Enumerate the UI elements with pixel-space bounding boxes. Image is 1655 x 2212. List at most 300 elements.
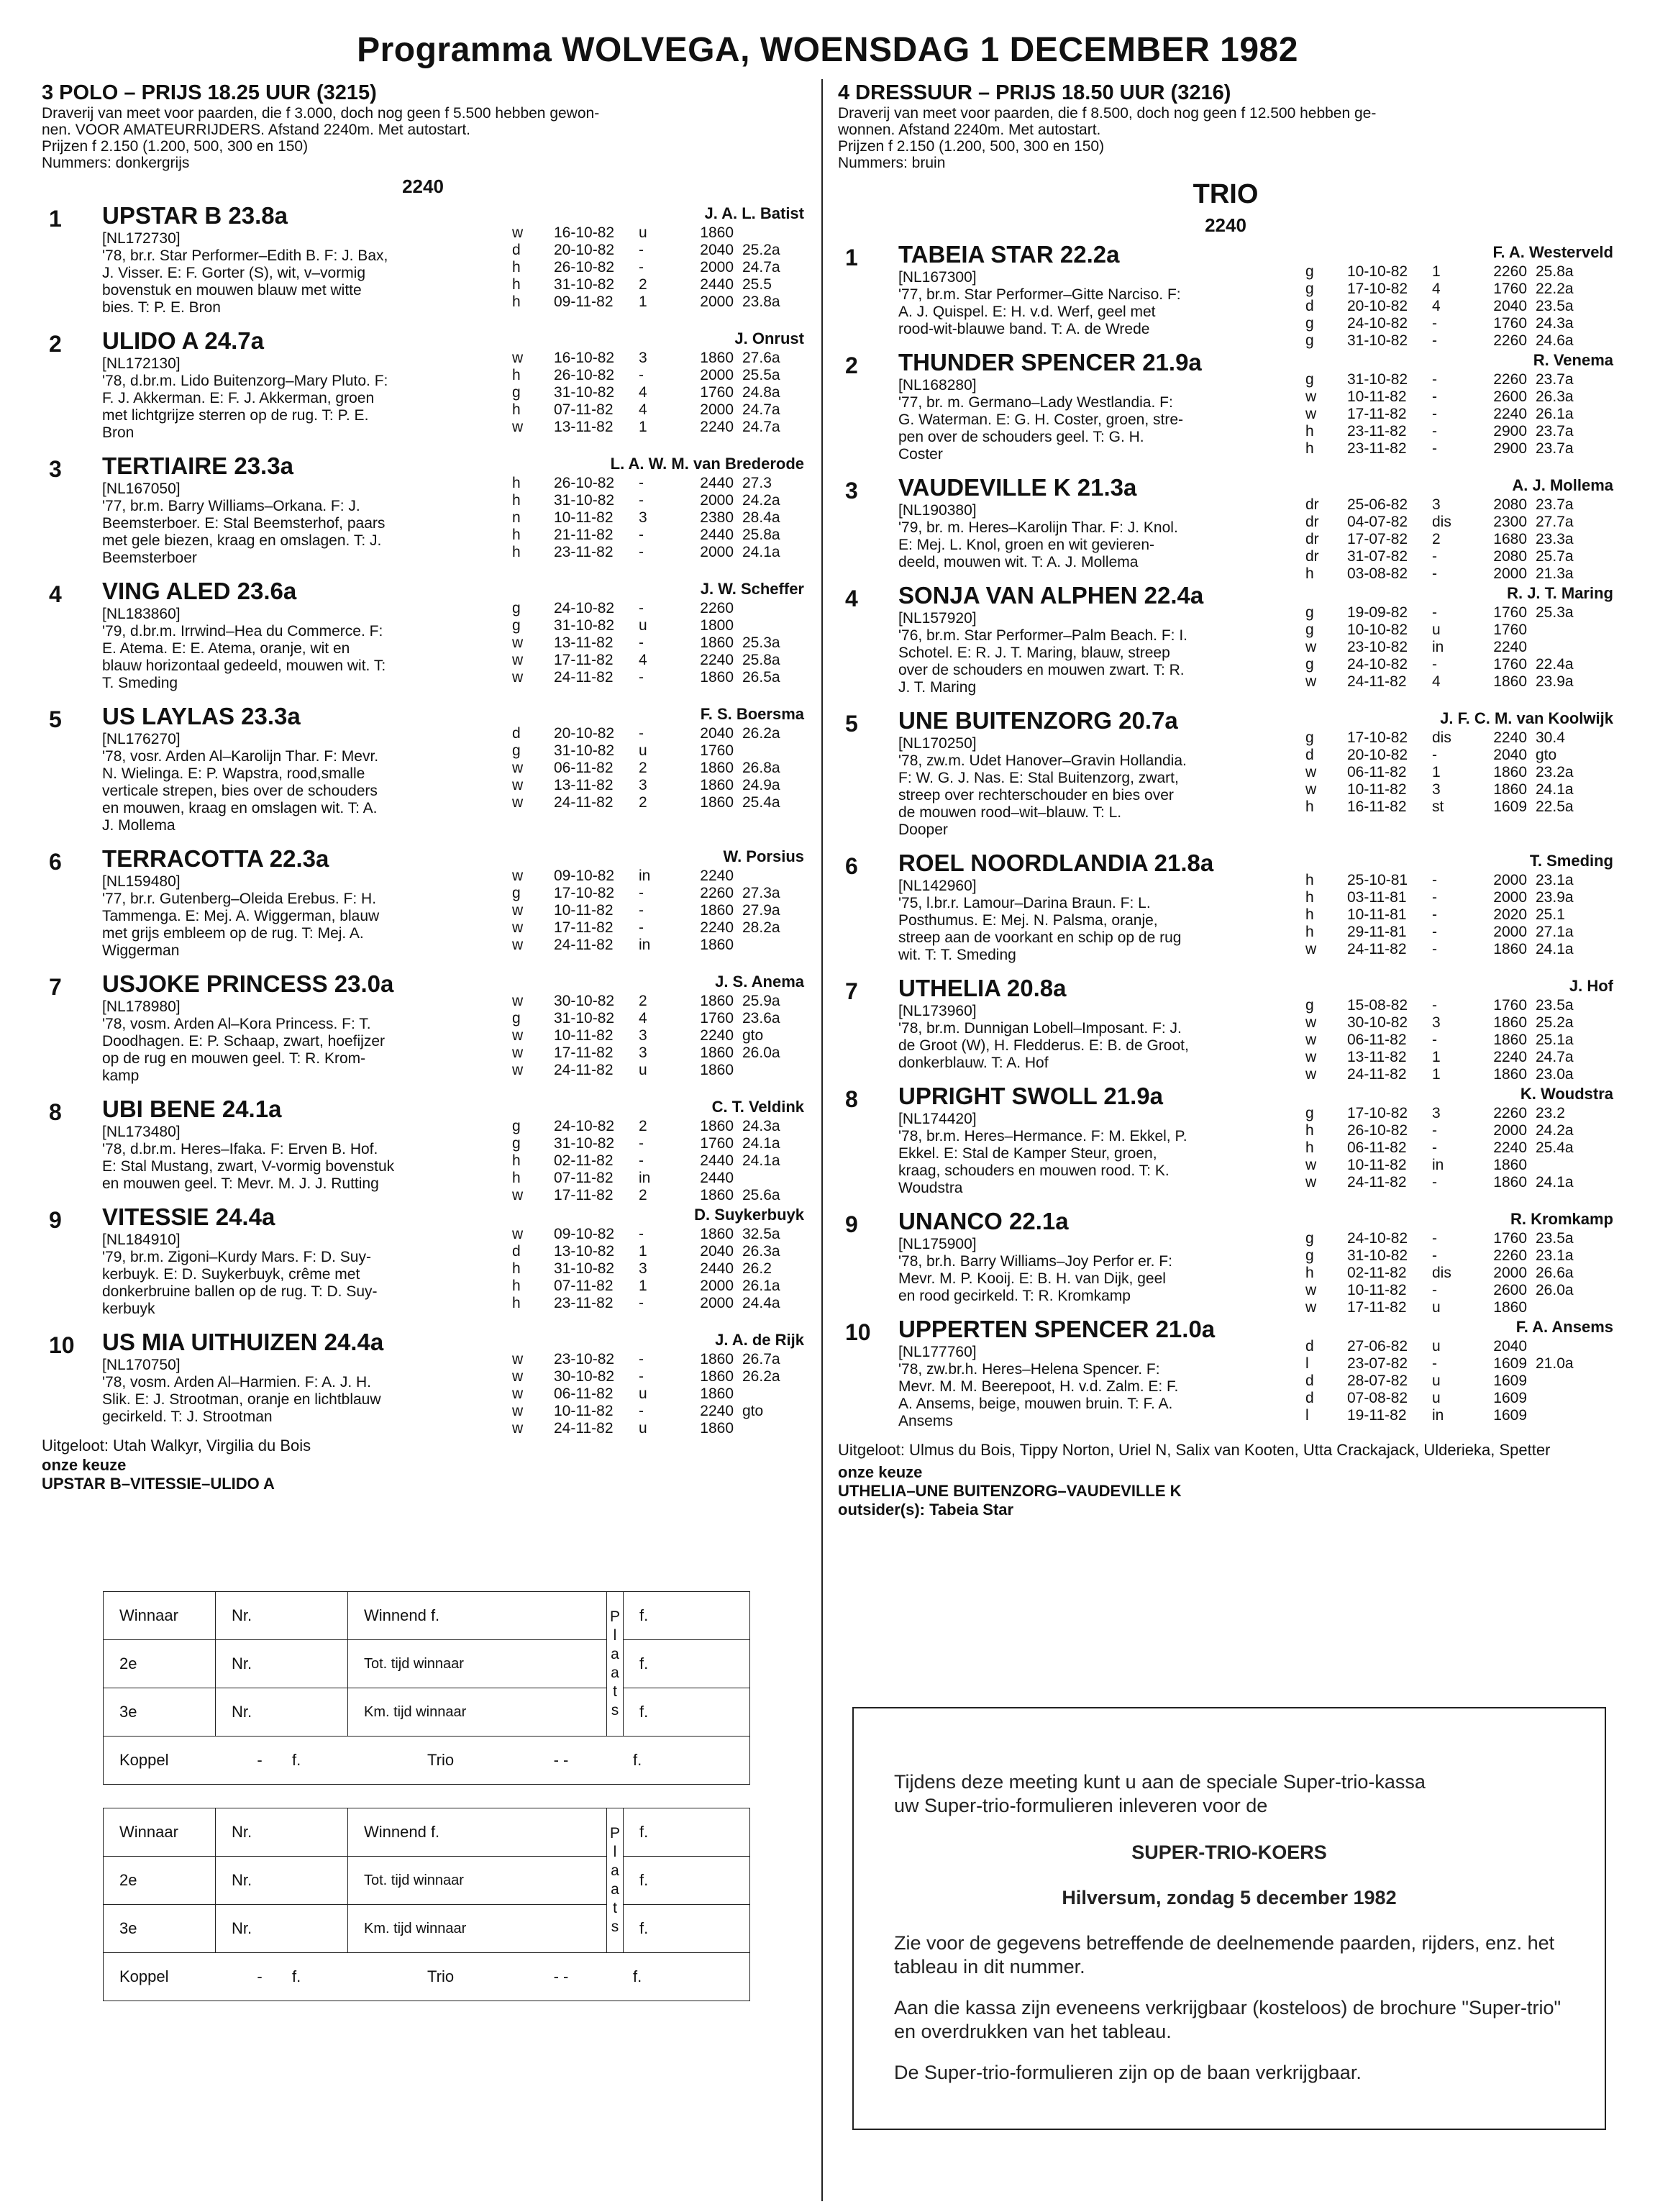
track-code: h (1305, 565, 1314, 582)
condition-line: Prijzen f 2.150 (1.200, 500, 300 en 150) (838, 138, 1105, 155)
horse-description-line: op de rug en mouwen geel. T: R. Krom- (102, 1050, 366, 1067)
horse-entry (42, 1328, 804, 1437)
run-place: 1 (1432, 764, 1441, 780)
onze-keuze: UPSTAR B–VITESSIE–ULIDO A (42, 1475, 275, 1493)
past-run-row (512, 1403, 800, 1420)
past-runs-table (512, 224, 800, 311)
f-field[interactable]: f. (624, 1808, 750, 1857)
horse-entry (42, 1203, 804, 1318)
nr-field[interactable]: Nr. (216, 1857, 348, 1905)
run-time: 25.2a (742, 242, 780, 258)
track-code: g (1305, 604, 1314, 621)
horse-registration: [NL174420] (898, 1111, 977, 1127)
track-code: g (512, 384, 521, 401)
run-distance: 1860 (1493, 764, 1527, 780)
run-place: u (639, 617, 647, 634)
run-place: 1 (639, 293, 647, 310)
horse-entry (42, 1095, 804, 1203)
horse-description-line: blauw horizontaal gedeeld, mouwen wit. T: (102, 657, 386, 674)
run-date: 26-10-82 (554, 367, 615, 383)
run-date: 26-10-82 (1347, 1122, 1408, 1139)
past-run-row (1305, 1390, 1593, 1407)
past-runs-table (512, 725, 800, 811)
past-run-row (512, 527, 800, 544)
run-distance: 2000 (1493, 1265, 1527, 1281)
run-date: 04-07-82 (1347, 514, 1408, 530)
past-runs-table (512, 1351, 800, 1437)
track-code: h (512, 1260, 521, 1277)
track-code: w (1305, 1174, 1317, 1191)
run-distance: 2300 (1493, 514, 1527, 530)
run-date: 23-07-82 (1347, 1355, 1408, 1372)
run-time: 23.1a (1536, 872, 1574, 888)
run-time: 24.1a (1536, 781, 1574, 798)
km-tijd-label: Km. tijd winnaar (348, 1905, 607, 1953)
run-place: - (639, 1403, 644, 1419)
past-run-row (512, 1385, 800, 1403)
horse-name: VITESSIE 24.4a (102, 1203, 275, 1230)
horse-description (898, 519, 1301, 571)
horse-entry (838, 348, 1613, 463)
run-distance: 2260 (700, 600, 734, 616)
track-code: h (1305, 889, 1314, 906)
past-run-row (512, 1260, 800, 1278)
run-time: 27.1a (1536, 924, 1574, 940)
horse-registration: [NL168280] (898, 377, 977, 393)
run-time (742, 937, 800, 954)
plaats-letter: t (613, 1900, 617, 1916)
past-run-row (512, 1170, 800, 1187)
run-time: 26.5a (742, 669, 780, 686)
past-run-row (1305, 1139, 1593, 1157)
past-run-row (1305, 263, 1593, 281)
horse-description-line: '79, br. m. Heres–Karolijn Thar. F: J. Knol. (898, 519, 1178, 536)
past-run-row (1305, 747, 1593, 764)
run-date: 24-10-82 (1347, 656, 1408, 673)
run-date: 21-11-82 (554, 527, 614, 543)
horse-description-line: '78, vosm. Arden Al–Kora Princess. F: T. (102, 1016, 371, 1032)
run-place: in (639, 868, 651, 884)
f-field[interactable]: f. (624, 1592, 750, 1640)
track-code: d (1305, 1390, 1314, 1406)
track-code: w (1305, 1032, 1317, 1048)
run-date: 24-10-82 (1347, 315, 1408, 332)
trio-dashes: - - (553, 1751, 569, 1769)
horse-registration: [NL167300] (898, 269, 977, 286)
horse-description (102, 1249, 509, 1318)
past-run-row (512, 1044, 800, 1062)
run-distance: 2000 (700, 401, 734, 418)
plaats-letter: l (613, 1627, 617, 1644)
condition-line: nen. VOOR AMATEURRIJDERS. Afstand 2240m. Met autostart. (42, 122, 471, 138)
run-place: 3 (1432, 1014, 1441, 1031)
winnend-label: Winnend f. (348, 1592, 607, 1640)
horse-number: 8 (845, 1086, 858, 1112)
run-time (1536, 622, 1593, 639)
f-field[interactable]: f. (624, 1688, 750, 1737)
horse-description-line: Schotel. E: R. J. T. Maring, blauw, streep (898, 645, 1170, 661)
past-run-row (1305, 889, 1593, 906)
run-date: 23-10-82 (1347, 639, 1408, 655)
run-distance: 1860 (700, 1226, 734, 1242)
run-time: gto (742, 1027, 764, 1044)
horse-number: 3 (49, 456, 62, 482)
plaats-label (607, 1592, 624, 1737)
past-run-row (512, 350, 800, 367)
track-code: w (512, 760, 524, 776)
horse-info (102, 970, 509, 1085)
horse-info (898, 348, 1301, 463)
past-run-row (1305, 514, 1593, 531)
horse-description-line: J. Visser. E: F. Gorter (S), wit, v–vormig (102, 265, 366, 281)
horse-registration: [NL178980] (102, 998, 181, 1015)
past-run-row (1305, 729, 1593, 747)
run-date: 24-11-82 (554, 669, 614, 686)
past-run-row (1305, 548, 1593, 565)
run-distance: 2040 (700, 725, 734, 742)
past-run-row (1305, 281, 1593, 298)
horse-registration: [NL167050] (102, 481, 181, 497)
run-distance: 1760 (1493, 997, 1527, 1014)
run-date: 13-11-82 (554, 777, 614, 793)
run-date: 17-10-82 (1347, 1105, 1408, 1121)
nr-field[interactable]: Nr. (216, 1905, 348, 1953)
koppel-trio-row[interactable] (104, 1737, 750, 1785)
horse-description (898, 895, 1301, 964)
run-date: 31-10-82 (554, 1010, 615, 1027)
track-code: w (1305, 639, 1317, 655)
horse-number: 6 (49, 849, 62, 875)
horse-driver: C. T. Veldink (711, 1098, 804, 1116)
horse-entry (838, 1315, 1613, 1430)
horse-description-line: A. Ansems, beige, mouwen bruin. T: F. A. (898, 1396, 1173, 1412)
plaats-letter: a (611, 1665, 619, 1681)
run-time: 24.7a (1536, 1049, 1574, 1065)
horse-description-line: Ansems (898, 1413, 953, 1429)
run-date: 23-11-82 (1347, 440, 1407, 457)
run-date: 23-10-82 (554, 1351, 615, 1367)
run-distance: 2000 (1493, 924, 1527, 940)
uitgeloot: Uitgeloot: Utah Walkyr, Virgilia du Bois (42, 1437, 311, 1455)
horse-entry (838, 1082, 1613, 1197)
run-time (1536, 1407, 1593, 1424)
past-run-row (1305, 315, 1593, 332)
f-field[interactable]: f. (624, 1905, 750, 1953)
run-distance: 1860 (700, 794, 734, 811)
run-distance: 2000 (1493, 872, 1527, 888)
horse-description (898, 1253, 1301, 1305)
track-code: h (1305, 1139, 1314, 1156)
horse-description-line: Mevr. M. M. Beerepoot, H. v.d. Zalm. E: F. (898, 1378, 1179, 1395)
onze-keuze-label: onze keuze (838, 1463, 923, 1481)
run-place: 4 (639, 1010, 647, 1027)
past-run-row (1305, 388, 1593, 406)
run-date: 24-11-82 (554, 1062, 614, 1078)
horse-driver: F. A. Ansems (1515, 1318, 1613, 1336)
run-date: 06-11-82 (1347, 1032, 1407, 1048)
past-run-row (1305, 1230, 1593, 1247)
track-code: g (1305, 997, 1314, 1014)
run-date: 24-10-82 (1347, 1230, 1408, 1247)
horse-driver: R. J. T. Maring (1507, 584, 1613, 602)
horse-description-line: kraag, schouders en mouwen rood. T: K. (898, 1162, 1170, 1179)
horse-driver: R. Kromkamp (1510, 1210, 1613, 1228)
run-time: 26.8a (742, 760, 780, 776)
horse-entry (838, 473, 1613, 582)
past-run-row (1305, 941, 1593, 958)
horse-registration: [NL159480] (102, 873, 181, 890)
run-place: - (639, 600, 644, 616)
horse-number: 5 (845, 711, 858, 737)
run-place: - (639, 1135, 644, 1152)
horse-registration: [NL172130] (102, 355, 181, 372)
track-code: d (1305, 1338, 1314, 1355)
track-code: h (512, 1278, 521, 1294)
run-time: 24.1a (742, 1152, 780, 1169)
track-code: w (512, 419, 524, 435)
horse-entry (42, 577, 804, 692)
track-code: w (1305, 1049, 1317, 1065)
run-time: 23.1a (1536, 1247, 1574, 1264)
run-place: - (1432, 941, 1437, 957)
page-title: Programma WOLVEGA, WOENSDAG 1 DECEMBER 1982 (357, 31, 1298, 69)
plaats-letter: s (611, 1702, 619, 1719)
past-runs-table (512, 600, 800, 686)
run-place: 2 (1432, 531, 1441, 547)
run-time: 25.5a (742, 367, 780, 383)
track-code: dr (1305, 514, 1319, 530)
track-code: d (1305, 1373, 1314, 1389)
run-distance: 1860 (700, 993, 734, 1009)
run-time: 27.9a (742, 902, 780, 919)
run-distance: 2600 (1493, 388, 1527, 405)
run-date: 30-10-82 (554, 1368, 615, 1385)
horse-description-line: '78, vosm. Arden Al–Harmien. F: A. J. H. (102, 1374, 371, 1391)
f-field[interactable]: f. (624, 1640, 750, 1688)
run-distance: 1860 (1493, 673, 1527, 690)
run-place: - (639, 527, 644, 543)
run-place: - (639, 1295, 644, 1311)
horse-registration: [NL190380] (898, 502, 977, 519)
nr-field[interactable]: Nr. (216, 1592, 348, 1640)
run-distance: 2240 (1493, 1049, 1527, 1065)
past-run-row (1305, 1122, 1593, 1139)
koppel-trio-row[interactable] (104, 1953, 750, 2001)
horse-description-line: E: Mej. L. Knol, groen en wit gevieren- (898, 537, 1155, 553)
past-runs-table (1305, 997, 1593, 1083)
track-code: g (1305, 332, 1314, 349)
run-distance: 1860 (1493, 1299, 1527, 1316)
run-date: 17-11-82 (554, 1187, 614, 1203)
horse-description-line: donkerbruine ballen op de rug. T: D. Suy- (102, 1283, 378, 1300)
nr-field[interactable]: Nr. (216, 1808, 348, 1857)
run-distance: 1860 (700, 350, 734, 366)
run-distance: 2000 (700, 259, 734, 276)
horse-registration: [NL176270] (102, 731, 181, 747)
run-distance: 2240 (700, 868, 734, 884)
horse-description (898, 1361, 1301, 1430)
run-time (742, 1420, 800, 1437)
track-code: g (1305, 1247, 1314, 1264)
track-code: h (512, 276, 521, 293)
track-code: w (512, 1044, 524, 1061)
run-time: 28.4a (742, 509, 780, 526)
horse-number: 4 (49, 581, 62, 607)
run-place: - (1432, 872, 1437, 888)
past-run-row (1305, 872, 1593, 889)
run-date: 20-10-82 (1347, 298, 1408, 314)
notice-para-1: Zie voor de gegevens betreffende de deelnemende paarden, rijders, enz. het tableau in dit nummer. (894, 1932, 1555, 1977)
nr-field[interactable]: Nr. (216, 1640, 348, 1688)
run-place: 4 (1432, 673, 1441, 690)
horse-number: 1 (845, 245, 858, 270)
run-date: 03-11-81 (1347, 889, 1407, 906)
track-code: d (512, 725, 521, 742)
run-place: in (1432, 639, 1444, 655)
run-distance: 2900 (1493, 423, 1527, 440)
run-place: - (639, 1351, 644, 1367)
run-time: 23.7a (1536, 496, 1574, 513)
race-4-column (838, 81, 1613, 1519)
horse-entry (838, 581, 1613, 696)
horse-description (102, 1374, 509, 1426)
run-date: 13-10-82 (554, 1243, 615, 1260)
horse-description (102, 498, 509, 567)
plaats-letter: t (613, 1683, 617, 1700)
run-date: 10-10-82 (1347, 263, 1408, 280)
horse-registration: [NL175900] (898, 1236, 977, 1252)
run-time: 22.2a (1536, 281, 1574, 297)
run-time (742, 600, 800, 617)
past-run-row (512, 419, 800, 436)
run-distance: 2380 (700, 509, 734, 526)
run-distance: 1609 (1493, 1390, 1527, 1406)
run-place: - (1432, 656, 1437, 673)
horse-number: 8 (49, 1099, 62, 1125)
track-code: w (1305, 941, 1317, 957)
past-runs-table (1305, 729, 1593, 816)
run-distance: 2440 (700, 1260, 734, 1277)
horse-description-line: F: W. G. J. Nas. E: Stal Buitenzorg, zwart, (898, 770, 1179, 786)
track-code: d (512, 242, 521, 258)
past-runs-table (1305, 604, 1593, 691)
race-conditions (42, 105, 804, 171)
run-time: 23.5a (1536, 997, 1574, 1014)
past-run-row (512, 384, 800, 401)
run-time: 24.7a (742, 401, 780, 418)
horse-info (102, 1095, 509, 1193)
plaats-label (607, 1808, 624, 1953)
horse-description-line: F. J. Akkerman. E: F. J. Akkerman, groen (102, 390, 375, 406)
past-run-row (512, 1278, 800, 1295)
horse-driver: J. S. Anema (715, 973, 804, 991)
past-run-row (512, 1152, 800, 1170)
track-code: h (1305, 440, 1314, 457)
horse-description-line: bies. T: P. E. Bron (102, 299, 221, 316)
run-time: 26.2 (742, 1260, 772, 1277)
horse-description-line: '77, br.r. Gutenberg–Oleida Erebus. F: H. (102, 891, 377, 907)
run-time (1536, 1373, 1593, 1390)
run-place: - (1432, 332, 1437, 349)
run-place: - (639, 634, 644, 651)
horse-name: ROEL NOORDLANDIA 21.8a (898, 850, 1214, 876)
past-run-row (1305, 423, 1593, 440)
run-time: 25.6a (742, 1187, 780, 1203)
track-code: w (512, 224, 524, 241)
horse-description-line: Woudstra (898, 1180, 963, 1196)
run-distance: 1860 (700, 634, 734, 651)
past-run-row (1305, 639, 1593, 656)
horse-info (898, 1315, 1301, 1430)
track-code: w (1305, 406, 1317, 422)
run-time: 25.4a (1536, 1139, 1574, 1156)
track-code: l (1305, 1355, 1309, 1372)
horse-driver: J. F. C. M. van Koolwijk (1440, 709, 1613, 727)
run-distance: 1860 (700, 224, 734, 241)
horse-description-line: T. Smeding (102, 675, 178, 691)
run-time: 23.5a (1536, 1230, 1574, 1247)
plaats-letter: a (611, 1862, 619, 1879)
track-code: h (512, 1170, 521, 1186)
run-time (1536, 1338, 1593, 1355)
track-code: g (512, 1118, 521, 1134)
run-date: 10-11-82 (1347, 1157, 1407, 1173)
f-field[interactable]: f. (624, 1857, 750, 1905)
horse-info (102, 1328, 509, 1426)
nr-field[interactable]: Nr. (216, 1688, 348, 1737)
past-run-row (512, 794, 800, 811)
horse-number: 4 (845, 586, 858, 611)
track-code: w (1305, 1299, 1317, 1316)
past-run-row (512, 885, 800, 902)
horse-info (898, 1207, 1301, 1305)
run-place: 4 (639, 384, 647, 401)
horse-info (898, 240, 1301, 338)
run-distance: 2240 (700, 919, 734, 936)
horse-description-line: gecirkeld. T: J. Strootman (102, 1408, 273, 1425)
past-run-row (1305, 496, 1593, 514)
past-run-row (1305, 1049, 1593, 1066)
horse-description-line: Tammenga. E: Mej. A. Wiggerman, blauw (102, 908, 380, 924)
run-distance: 1860 (700, 1044, 734, 1061)
run-date: 16-11-82 (1347, 798, 1407, 815)
track-code: w (512, 1226, 524, 1242)
track-code: w (512, 794, 524, 811)
condition-line: Prijzen f 2.150 (1.200, 500, 300 en 150) (42, 138, 309, 155)
run-distance: 2260 (1493, 332, 1527, 349)
horse-name: TABEIA STAR 22.2a (898, 241, 1120, 268)
past-run-row (1305, 1066, 1593, 1083)
horse-description-line: en mouwen, kraag en omslagen wit. T: A. (102, 800, 378, 816)
horse-entry (838, 240, 1613, 349)
horse-driver: J. Hof (1569, 977, 1613, 995)
track-code: g (1305, 729, 1314, 746)
run-date: 31-10-82 (554, 492, 615, 509)
track-code: g (1305, 263, 1314, 280)
run-date: 06-11-82 (1347, 764, 1407, 780)
horse-description-line: met lichtgrijze sterren op de rug. T: P. E. (102, 407, 369, 424)
run-date: 02-11-82 (554, 1152, 614, 1169)
run-date: 23-11-82 (1347, 423, 1407, 440)
result-form-1 (103, 1591, 750, 1785)
past-run-row (1305, 1338, 1593, 1355)
plaats-letter: a (611, 1881, 619, 1898)
notice-title: SUPER-TRIO-KOERS (1131, 1842, 1327, 1863)
track-code: w (1305, 388, 1317, 405)
run-date: 31-10-82 (554, 276, 615, 293)
run-time: 24.7a (742, 419, 780, 435)
run-distance: 1860 (1493, 1014, 1527, 1031)
